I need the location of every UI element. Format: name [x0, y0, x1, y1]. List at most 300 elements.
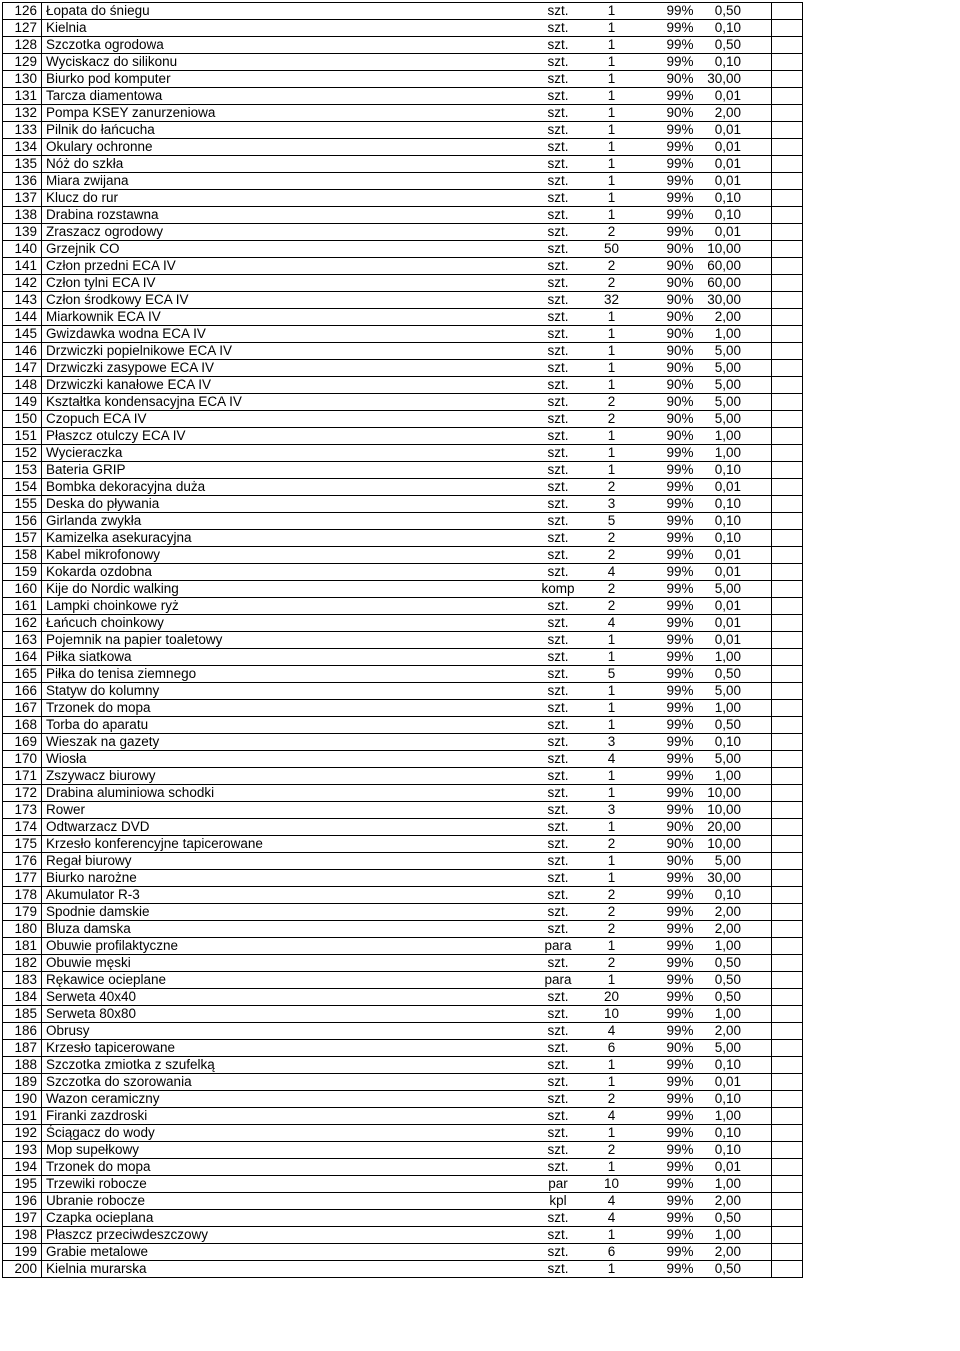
item-wear-percent: 99% [638, 955, 696, 972]
item-wear-percent: 99% [638, 649, 696, 666]
table-row [3, 71, 803, 88]
empty-cell [772, 1159, 803, 1176]
item-unit: szt. [531, 139, 586, 156]
item-quantity: 1 [586, 139, 638, 156]
item-unit: szt. [531, 632, 586, 649]
item-unit: szt. [531, 513, 586, 530]
table-row [3, 377, 803, 394]
item-unit: szt. [531, 224, 586, 241]
item-quantity: 1 [586, 173, 638, 190]
item-name: Kształtka kondensacyjna ECA IV [42, 394, 531, 411]
item-quantity: 2 [586, 224, 638, 241]
empty-cell [772, 615, 803, 632]
item-name: Biurko pod komputer [42, 71, 531, 88]
item-wear-percent: 99% [638, 887, 696, 904]
item-wear-percent: 99% [638, 751, 696, 768]
item-unit: szt. [531, 343, 586, 360]
item-wear-percent: 90% [638, 819, 696, 836]
table-row [3, 275, 803, 292]
item-name: Płaszcz otulczy ECA IV [42, 428, 531, 445]
item-wear-percent: 99% [638, 547, 696, 564]
empty-cell [772, 343, 803, 360]
item-value: 0,01 [696, 88, 772, 105]
item-name: Krzesło konferencyjne tapicerowane [42, 836, 531, 853]
item-wear-percent: 99% [638, 462, 696, 479]
row-number: 163 [3, 632, 42, 649]
item-name: Łańcuch choinkowy [42, 615, 531, 632]
empty-cell [772, 445, 803, 462]
item-wear-percent: 90% [638, 71, 696, 88]
item-unit: para [531, 972, 586, 989]
row-number: 126 [3, 3, 42, 20]
item-value: 5,00 [696, 377, 772, 394]
row-number: 183 [3, 972, 42, 989]
item-unit: szt. [531, 870, 586, 887]
item-quantity: 3 [586, 734, 638, 751]
item-quantity: 1 [586, 326, 638, 343]
item-unit: szt. [531, 1057, 586, 1074]
item-wear-percent: 99% [638, 1193, 696, 1210]
item-name: Drabina aluminiowa schodki [42, 785, 531, 802]
item-unit: szt. [531, 445, 586, 462]
empty-cell [772, 564, 803, 581]
row-number: 159 [3, 564, 42, 581]
item-unit: szt. [531, 717, 586, 734]
item-wear-percent: 99% [638, 938, 696, 955]
item-quantity: 5 [586, 666, 638, 683]
table-row [3, 1142, 803, 1159]
empty-cell [772, 666, 803, 683]
item-unit: szt. [531, 54, 586, 71]
table-row [3, 496, 803, 513]
empty-cell [772, 513, 803, 530]
item-name: Statyw do kolumny [42, 683, 531, 700]
item-quantity: 1 [586, 632, 638, 649]
item-name: Okulary ochronne [42, 139, 531, 156]
item-name: Tarcza diamentowa [42, 88, 531, 105]
item-unit: szt. [531, 173, 586, 190]
item-quantity: 4 [586, 1023, 638, 1040]
item-wear-percent: 99% [638, 785, 696, 802]
item-unit: szt. [531, 751, 586, 768]
item-wear-percent: 90% [638, 1040, 696, 1057]
row-number: 200 [3, 1261, 42, 1278]
item-quantity: 6 [586, 1040, 638, 1057]
item-unit: szt. [531, 819, 586, 836]
empty-cell [772, 71, 803, 88]
table-row [3, 411, 803, 428]
table-row [3, 972, 803, 989]
item-unit: komp [531, 581, 586, 598]
item-quantity: 1 [586, 309, 638, 326]
item-unit: szt. [531, 71, 586, 88]
item-value: 0,01 [696, 156, 772, 173]
item-value: 0,01 [696, 615, 772, 632]
item-value: 1,00 [696, 428, 772, 445]
item-name: Bluza damska [42, 921, 531, 938]
table-row [3, 428, 803, 445]
item-value: 60,00 [696, 258, 772, 275]
item-quantity: 4 [586, 1108, 638, 1125]
table-row [3, 1210, 803, 1227]
item-value: 0,10 [696, 887, 772, 904]
item-name: Wiosła [42, 751, 531, 768]
row-number: 173 [3, 802, 42, 819]
item-unit: szt. [531, 649, 586, 666]
item-unit: szt. [531, 598, 586, 615]
item-wear-percent: 99% [638, 615, 696, 632]
empty-cell [772, 972, 803, 989]
item-unit: szt. [531, 1227, 586, 1244]
item-value: 5,00 [696, 411, 772, 428]
item-unit: szt. [531, 1142, 586, 1159]
table-row [3, 309, 803, 326]
item-name: Firanki zazdroski [42, 1108, 531, 1125]
item-unit: szt. [531, 377, 586, 394]
item-name: Ubranie robocze [42, 1193, 531, 1210]
row-number: 177 [3, 870, 42, 887]
item-wear-percent: 99% [638, 768, 696, 785]
item-quantity: 1 [586, 3, 638, 20]
item-quantity: 2 [586, 955, 638, 972]
row-number: 167 [3, 700, 42, 717]
table-row [3, 1244, 803, 1261]
item-wear-percent: 99% [638, 700, 696, 717]
row-number: 133 [3, 122, 42, 139]
item-quantity: 1 [586, 1227, 638, 1244]
table-row [3, 37, 803, 54]
table-row [3, 751, 803, 768]
table-row [3, 360, 803, 377]
item-unit: szt. [531, 1006, 586, 1023]
table-row [3, 904, 803, 921]
item-value: 1,00 [696, 1176, 772, 1193]
item-unit: szt. [531, 3, 586, 20]
item-unit: szt. [531, 190, 586, 207]
item-wear-percent: 90% [638, 411, 696, 428]
item-unit: szt. [531, 904, 586, 921]
table-row [3, 88, 803, 105]
row-number: 157 [3, 530, 42, 547]
row-number: 165 [3, 666, 42, 683]
empty-cell [772, 156, 803, 173]
item-wear-percent: 99% [638, 717, 696, 734]
item-wear-percent: 90% [638, 326, 696, 343]
item-name: Lampki choinkowe ryż [42, 598, 531, 615]
table-row [3, 683, 803, 700]
item-wear-percent: 90% [638, 309, 696, 326]
item-quantity: 1 [586, 207, 638, 224]
item-quantity: 32 [586, 292, 638, 309]
item-wear-percent: 90% [638, 853, 696, 870]
table-row [3, 105, 803, 122]
item-unit: szt. [531, 547, 586, 564]
row-number: 161 [3, 598, 42, 615]
item-quantity: 1 [586, 37, 638, 54]
item-unit: szt. [531, 1261, 586, 1278]
item-value: 1,00 [696, 1108, 772, 1125]
item-quantity: 1 [586, 462, 638, 479]
item-unit: szt. [531, 207, 586, 224]
item-name: Wazon ceramiczny [42, 1091, 531, 1108]
item-unit: szt. [531, 836, 586, 853]
item-unit: szt. [531, 1210, 586, 1227]
item-unit: szt. [531, 428, 586, 445]
item-name: Czapka ocieplana [42, 1210, 531, 1227]
row-number: 196 [3, 1193, 42, 1210]
empty-cell [772, 1040, 803, 1057]
empty-cell [772, 479, 803, 496]
item-name: Szczotka zmiotka z szufelką [42, 1057, 531, 1074]
row-number: 147 [3, 360, 42, 377]
item-value: 0,50 [696, 666, 772, 683]
table-row [3, 819, 803, 836]
row-number: 181 [3, 938, 42, 955]
table-row [3, 615, 803, 632]
empty-cell [772, 105, 803, 122]
row-number: 129 [3, 54, 42, 71]
item-name: Zszywacz biurowy [42, 768, 531, 785]
item-wear-percent: 90% [638, 105, 696, 122]
item-quantity: 1 [586, 819, 638, 836]
item-quantity: 2 [586, 1091, 638, 1108]
item-name: Pilnik do łańcucha [42, 122, 531, 139]
row-number: 180 [3, 921, 42, 938]
empty-cell [772, 37, 803, 54]
empty-cell [772, 224, 803, 241]
row-number: 145 [3, 326, 42, 343]
item-quantity: 2 [586, 530, 638, 547]
item-quantity: 4 [586, 751, 638, 768]
item-value: 2,00 [696, 1193, 772, 1210]
item-unit: szt. [531, 802, 586, 819]
row-number: 131 [3, 88, 42, 105]
row-number: 155 [3, 496, 42, 513]
item-unit: szt. [531, 785, 586, 802]
row-number: 141 [3, 258, 42, 275]
item-value: 0,50 [696, 37, 772, 54]
table-row [3, 989, 803, 1006]
item-unit: szt. [531, 411, 586, 428]
empty-cell [772, 462, 803, 479]
item-name: Wyciskacz do silikonu [42, 54, 531, 71]
item-wear-percent: 99% [638, 1176, 696, 1193]
item-quantity: 1 [586, 54, 638, 71]
item-value: 10,00 [696, 785, 772, 802]
item-quantity: 1 [586, 717, 638, 734]
item-quantity: 2 [586, 479, 638, 496]
item-unit: szt. [531, 258, 586, 275]
item-unit: szt. [531, 1159, 586, 1176]
row-number: 148 [3, 377, 42, 394]
item-name: Piłka do tenisa ziemnego [42, 666, 531, 683]
item-name: Drzwiczki zasypowe ECA IV [42, 360, 531, 377]
row-number: 193 [3, 1142, 42, 1159]
item-unit: szt. [531, 1108, 586, 1125]
item-wear-percent: 99% [638, 598, 696, 615]
item-quantity: 4 [586, 564, 638, 581]
item-value: 5,00 [696, 683, 772, 700]
item-quantity: 4 [586, 615, 638, 632]
item-wear-percent: 99% [638, 3, 696, 20]
row-number: 190 [3, 1091, 42, 1108]
item-wear-percent: 99% [638, 972, 696, 989]
item-quantity: 1 [586, 700, 638, 717]
item-name: Biurko narożne [42, 870, 531, 887]
item-unit: szt. [531, 683, 586, 700]
row-number: 166 [3, 683, 42, 700]
item-name: Akumulator R-3 [42, 887, 531, 904]
empty-cell [772, 1227, 803, 1244]
item-quantity: 2 [586, 411, 638, 428]
item-value: 1,00 [696, 1227, 772, 1244]
empty-cell [772, 751, 803, 768]
row-number: 138 [3, 207, 42, 224]
row-number: 140 [3, 241, 42, 258]
item-value: 0,01 [696, 1159, 772, 1176]
row-number: 162 [3, 615, 42, 632]
row-number: 142 [3, 275, 42, 292]
item-unit: szt. [531, 1023, 586, 1040]
table-row [3, 1006, 803, 1023]
item-wear-percent: 99% [638, 173, 696, 190]
empty-cell [772, 207, 803, 224]
item-name: Gwizdawka wodna ECA IV [42, 326, 531, 343]
empty-cell [772, 581, 803, 598]
item-value: 10,00 [696, 241, 772, 258]
row-number: 156 [3, 513, 42, 530]
empty-cell [772, 1108, 803, 1125]
empty-cell [772, 1244, 803, 1261]
row-number: 150 [3, 411, 42, 428]
item-name: Mop supełkowy [42, 1142, 531, 1159]
item-value: 5,00 [696, 1040, 772, 1057]
empty-cell [772, 802, 803, 819]
empty-cell [772, 411, 803, 428]
item-value: 5,00 [696, 343, 772, 360]
item-quantity: 2 [586, 394, 638, 411]
empty-cell [772, 598, 803, 615]
empty-cell [772, 1023, 803, 1040]
item-wear-percent: 90% [638, 343, 696, 360]
item-wear-percent: 99% [638, 683, 696, 700]
row-number: 137 [3, 190, 42, 207]
item-unit: szt. [531, 394, 586, 411]
item-wear-percent: 99% [638, 904, 696, 921]
item-unit: szt. [531, 853, 586, 870]
item-value: 2,00 [696, 1023, 772, 1040]
item-value: 60,00 [696, 275, 772, 292]
table-row [3, 462, 803, 479]
row-number: 153 [3, 462, 42, 479]
empty-cell [772, 20, 803, 37]
item-quantity: 1 [586, 870, 638, 887]
item-name: Grzejnik CO [42, 241, 531, 258]
empty-cell [772, 139, 803, 156]
row-number: 174 [3, 819, 42, 836]
empty-cell [772, 241, 803, 258]
item-value: 20,00 [696, 819, 772, 836]
item-quantity: 1 [586, 649, 638, 666]
item-wear-percent: 99% [638, 1108, 696, 1125]
item-name: Rower [42, 802, 531, 819]
item-quantity: 2 [586, 598, 638, 615]
item-quantity: 1 [586, 156, 638, 173]
item-unit: szt. [531, 666, 586, 683]
empty-cell [772, 292, 803, 309]
row-number: 192 [3, 1125, 42, 1142]
item-name: Miarkownik ECA IV [42, 309, 531, 326]
item-wear-percent: 99% [638, 224, 696, 241]
item-unit: szt. [531, 37, 586, 54]
item-wear-percent: 99% [638, 122, 696, 139]
item-quantity: 20 [586, 989, 638, 1006]
item-value: 0,10 [696, 207, 772, 224]
item-quantity: 50 [586, 241, 638, 258]
empty-cell [772, 1091, 803, 1108]
table-row [3, 802, 803, 819]
item-quantity: 2 [586, 581, 638, 598]
empty-cell [772, 496, 803, 513]
empty-cell [772, 870, 803, 887]
empty-cell [772, 955, 803, 972]
table-row [3, 632, 803, 649]
item-name: Krzesło tapicerowane [42, 1040, 531, 1057]
item-value: 2,00 [696, 105, 772, 122]
item-value: 2,00 [696, 1244, 772, 1261]
empty-cell [772, 819, 803, 836]
table-row [3, 1091, 803, 1108]
row-number: 195 [3, 1176, 42, 1193]
table-row [3, 700, 803, 717]
row-number: 182 [3, 955, 42, 972]
item-wear-percent: 99% [638, 666, 696, 683]
item-unit: szt. [531, 564, 586, 581]
item-unit: szt. [531, 955, 586, 972]
item-unit: szt. [531, 1244, 586, 1261]
item-name: Piłka siatkowa [42, 649, 531, 666]
row-number: 154 [3, 479, 42, 496]
table-row [3, 54, 803, 71]
item-value: 2,00 [696, 309, 772, 326]
item-quantity: 1 [586, 88, 638, 105]
empty-cell [772, 717, 803, 734]
item-name: Zraszacz ogrodowy [42, 224, 531, 241]
item-value: 5,00 [696, 394, 772, 411]
item-name: Drzwiczki popielnikowe ECA IV [42, 343, 531, 360]
item-wear-percent: 90% [638, 241, 696, 258]
table-row [3, 139, 803, 156]
table-row [3, 581, 803, 598]
item-value: 1,00 [696, 326, 772, 343]
table-row [3, 1193, 803, 1210]
empty-cell [772, 1074, 803, 1091]
item-value: 30,00 [696, 292, 772, 309]
item-unit: szt. [531, 1074, 586, 1091]
table-row [3, 479, 803, 496]
item-value: 5,00 [696, 581, 772, 598]
table-row [3, 547, 803, 564]
table-row [3, 938, 803, 955]
item-name: Obrusy [42, 1023, 531, 1040]
table-row [3, 190, 803, 207]
row-number: 152 [3, 445, 42, 462]
table-row [3, 207, 803, 224]
item-value: 1,00 [696, 649, 772, 666]
item-quantity: 1 [586, 1159, 638, 1176]
row-number: 178 [3, 887, 42, 904]
item-unit: szt. [531, 496, 586, 513]
